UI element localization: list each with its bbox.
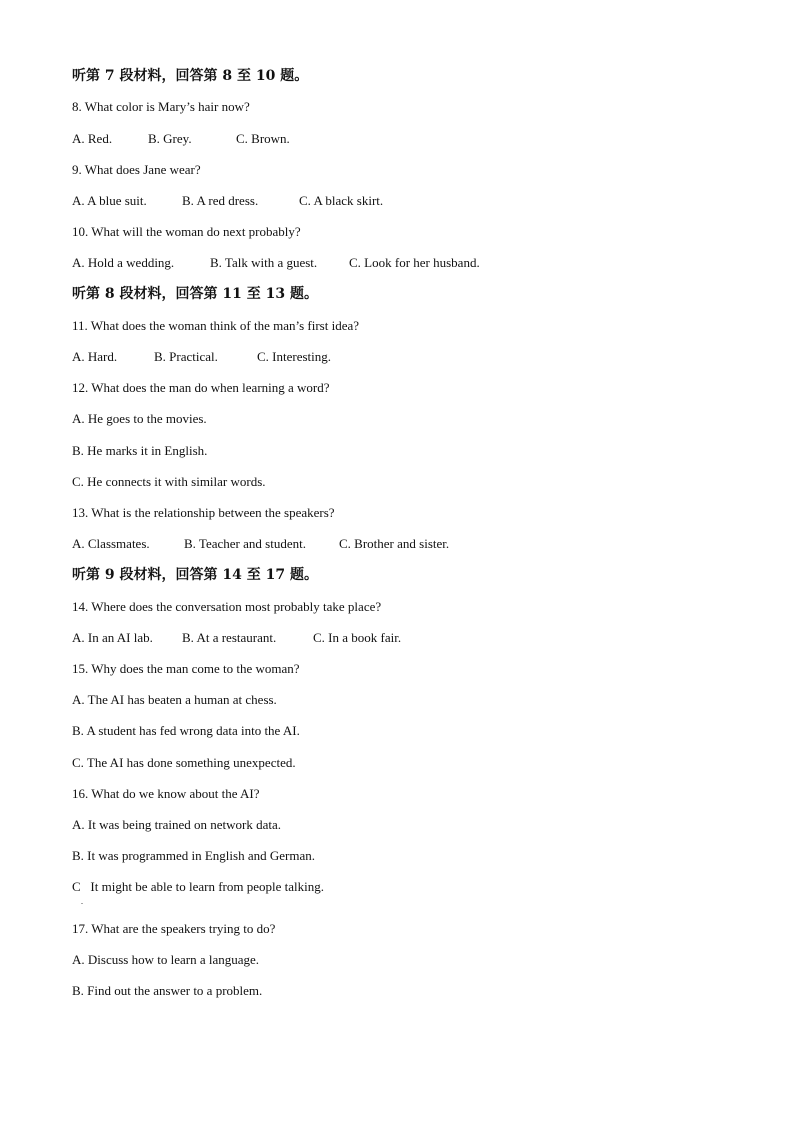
option-a: A. It was being trained on network data. [72, 817, 282, 832]
section-heading: 听第 7 段材料，回答第 8 至 10 题。 [72, 68, 309, 84]
question-17: 17. What are the speakers trying to do? [72, 921, 276, 936]
option-b: B. Grey. [148, 131, 192, 146]
question-10: 10. What will the woman do next probably? [72, 224, 301, 239]
option-c: C. The AI has done something unexpected. [72, 755, 296, 770]
option-c: C. Look for her husband. [349, 255, 480, 270]
question-14: 14. Where does the conversation most probably take place? [72, 599, 382, 614]
option-a: A. In an AI lab. [72, 630, 153, 645]
option-a: A. Hold a wedding. [72, 255, 175, 270]
question-13-options [72, 536, 449, 552]
option-a: A. Hard. [72, 349, 118, 364]
option-a: A. Red. [72, 131, 113, 146]
stray-dot: . [81, 897, 83, 906]
question-14-options [72, 630, 401, 646]
question-9-options [72, 193, 383, 209]
question-9: 9. What does Jane wear? [72, 162, 201, 177]
option-a: A. The AI has beaten a human at chess. [72, 692, 277, 707]
option-b: B. Find out the answer to a problem. [72, 983, 263, 998]
option-b: B. At a restaurant. [182, 630, 277, 645]
option-b: B. Teacher and student. [184, 536, 306, 551]
section-heading: 听第 8 段材料，回答第 11 至 13 题。 [72, 286, 318, 302]
option-b: B. He marks it in English. [72, 443, 208, 458]
question-8-options [72, 131, 290, 147]
question-12: 12. What does the man do when learning a word? [72, 380, 330, 395]
option-c: C. He connects it with similar words. [72, 474, 266, 489]
option-b: B. Talk with a guest. [210, 255, 318, 270]
option-a: A. He goes to the movies. [72, 411, 207, 426]
option-c: C It might be able to learn from people talking. [72, 879, 324, 894]
option-c: C. Interesting. [257, 349, 332, 364]
option-b: B. A red dress. [182, 193, 259, 208]
option-c: C. A black skirt. [299, 193, 384, 208]
section-heading: 听第 9 段材料，回答第 14 至 17 题。 [72, 567, 318, 583]
option-a: A. Discuss how to learn a language. [72, 952, 260, 967]
question-13: 13. What is the relationship between the speakers? [72, 505, 335, 520]
option-a: A. A blue suit. [72, 193, 147, 208]
question-15: 15. Why does the man come to the woman? [72, 661, 300, 676]
question-11-options [72, 349, 331, 365]
option-b: B. Practical. [154, 349, 218, 364]
question-11: 11. What does the woman think of the man’s first idea? [72, 318, 360, 333]
option-c: C. Brown. [236, 131, 290, 146]
option-a: A. Classmates. [72, 536, 150, 551]
question-16: 16. What do we know about the AI? [72, 786, 260, 801]
option-b: B. A student has fed wrong data into the AI. [72, 723, 300, 738]
option-c: C. In a book fair. [313, 630, 402, 645]
question-10-options [72, 255, 480, 271]
option-c: C. Brother and sister. [339, 536, 450, 551]
question-8: 8. What color is Mary’s hair now? [72, 99, 250, 114]
option-b: B. It was programmed in English and German. [72, 848, 315, 863]
